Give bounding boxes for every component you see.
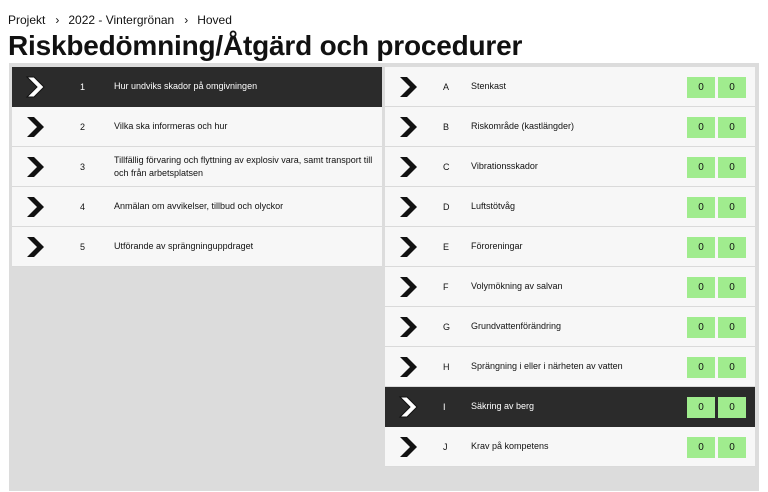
procedure-number: 2 <box>80 121 86 132</box>
procedure-number: 4 <box>80 201 86 212</box>
risk-row[interactable] <box>385 227 755 267</box>
chevron-right-icon <box>397 315 419 339</box>
breadcrumb-hoved[interactable]: Hoved <box>197 13 232 27</box>
risk-row[interactable] <box>385 267 755 307</box>
risk-row[interactable] <box>385 147 755 187</box>
risk-row[interactable] <box>385 187 755 227</box>
count-badge-a[interactable]: 0 <box>687 157 715 178</box>
risk-label: Grundvattenförändring <box>471 321 562 331</box>
risk-row[interactable] <box>385 427 755 467</box>
procedure-number: 3 <box>80 161 86 172</box>
count-badge-b[interactable]: 0 <box>718 397 746 418</box>
procedure-list <box>12 67 382 267</box>
risk-row[interactable] <box>385 307 755 347</box>
count-badge-b[interactable]: 0 <box>718 197 746 218</box>
risk-list <box>385 67 755 467</box>
risk-code: D <box>443 201 450 212</box>
risk-code: C <box>443 161 450 172</box>
risk-code: H <box>443 361 450 372</box>
risk-label: Sprängning i eller i närheten av vatten <box>471 361 623 371</box>
count-badge-b[interactable]: 0 <box>718 317 746 338</box>
risk-row[interactable] <box>385 107 755 147</box>
risk-label: Säkring av berg <box>471 401 535 411</box>
breadcrumb-separator-icon: › <box>184 13 189 27</box>
chevron-right-icon <box>397 115 419 139</box>
count-badge-b[interactable]: 0 <box>718 157 746 178</box>
procedure-label: Anmälan om avvikelser, tillbud och olyckor <box>114 201 284 211</box>
chevron-right-icon <box>24 235 46 259</box>
risk-label: Luftstötvåg <box>471 201 516 211</box>
risk-code: A <box>443 81 450 92</box>
count-badge-a[interactable]: 0 <box>687 237 715 258</box>
risk-code: J <box>443 441 448 452</box>
count-badge-a[interactable]: 0 <box>687 357 715 378</box>
procedure-label: Vilka ska informeras och hur <box>114 121 228 131</box>
procedure-label: Tillfällig förvaring och flyttning av explosiv vara, samt transport till och från arbetsplatsen <box>114 154 373 178</box>
page-title: Riskbedömning/Åtgärd och procedurer <box>8 30 523 61</box>
chevron-right-icon <box>397 75 419 99</box>
count-badge-a[interactable]: 0 <box>687 437 715 458</box>
chevron-right-icon <box>24 195 46 219</box>
risk-label: Stenkast <box>471 81 507 91</box>
procedure-label: Hur undviks skador på omgivningen <box>114 81 258 91</box>
risk-row[interactable] <box>385 347 755 387</box>
chevron-right-icon <box>397 355 419 379</box>
count-badge-a[interactable]: 0 <box>687 277 715 298</box>
procedure-label: Utförande av sprängninguppdraget <box>114 241 254 251</box>
chevron-right-icon <box>397 235 419 259</box>
risk-label: Vibrationsskador <box>471 161 538 171</box>
risk-code: I <box>443 401 446 412</box>
chevron-right-icon <box>24 115 46 139</box>
risk-row[interactable] <box>385 387 755 427</box>
procedure-row[interactable] <box>12 107 382 147</box>
chevron-right-icon <box>397 435 419 459</box>
procedure-row[interactable] <box>12 227 382 267</box>
risk-row[interactable] <box>385 67 755 107</box>
chevron-right-icon <box>397 195 419 219</box>
breadcrumb-projekt[interactable]: Projekt <box>8 13 46 27</box>
breadcrumb-separator-icon: › <box>55 13 60 27</box>
chevron-right-icon <box>397 155 419 179</box>
count-badge-a[interactable]: 0 <box>687 397 715 418</box>
risk-label: Föroreningar <box>471 241 523 251</box>
risk-code: E <box>443 241 450 252</box>
count-badge-b[interactable]: 0 <box>718 277 746 298</box>
count-badge-a[interactable]: 0 <box>687 197 715 218</box>
procedure-number: 5 <box>80 241 86 252</box>
chevron-right-icon <box>24 155 46 179</box>
chevron-right-icon <box>24 75 46 99</box>
procedure-row[interactable] <box>12 147 382 187</box>
risk-code: F <box>443 281 449 292</box>
breadcrumb-project-name[interactable]: 2022 - Vintergrönan <box>68 13 175 27</box>
chevron-right-icon <box>397 395 419 419</box>
count-badge-a[interactable]: 0 <box>687 317 715 338</box>
risk-code: G <box>443 321 451 332</box>
procedure-row[interactable] <box>12 67 382 107</box>
breadcrumb <box>8 12 232 28</box>
count-badge-a[interactable]: 0 <box>687 77 715 98</box>
count-badge-b[interactable]: 0 <box>718 437 746 458</box>
procedure-row[interactable] <box>12 187 382 227</box>
count-badge-b[interactable]: 0 <box>718 357 746 378</box>
risk-label: Riskområde (kastlängder) <box>471 121 575 131</box>
count-badge-b[interactable]: 0 <box>718 77 746 98</box>
risk-label: Krav på kompetens <box>471 441 549 451</box>
count-badge-a[interactable]: 0 <box>687 117 715 138</box>
chevron-right-icon <box>397 275 419 299</box>
count-badge-b[interactable]: 0 <box>718 237 746 258</box>
risk-code: B <box>443 121 450 132</box>
risk-label: Volymökning av salvan <box>471 281 563 291</box>
procedure-number: 1 <box>80 81 86 92</box>
count-badge-b[interactable]: 0 <box>718 117 746 138</box>
